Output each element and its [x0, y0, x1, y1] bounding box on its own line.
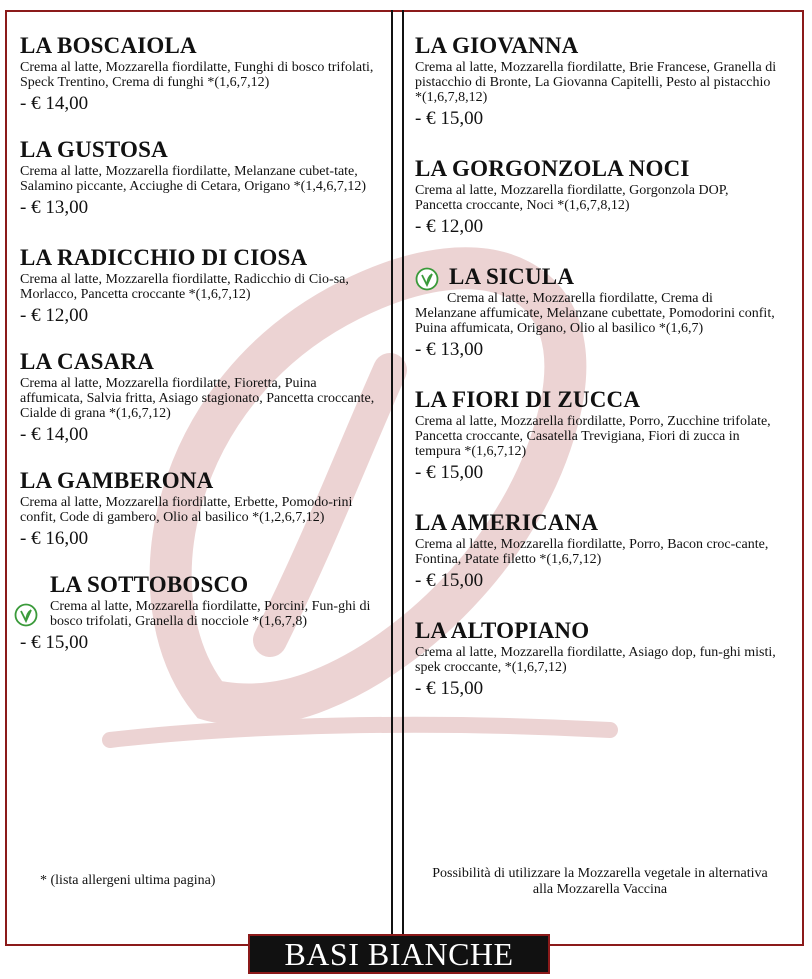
menu-item [20, 350, 380, 447]
pizza-name: LA ALTOPIANO [415, 618, 590, 643]
pizza-name: LA AMERICANA [415, 510, 599, 535]
pizza-ingredients: Crema al latte, Mozzarella fiordilatte, Brie Francese, Granella di pistacchio di Bronte, La Giovanna Capitelli, Pesto al pistacchio *(1,6,7,8,12) [415, 60, 777, 105]
pizza-ingredients: Crema al latte, Mozzarella fiordilatte, Gorgonzola DOP, Pancetta croccante, Noci *(1,6,7,8,12) [415, 183, 729, 213]
menu-item [20, 34, 380, 116]
pizza-price: - € 13,00 [20, 197, 89, 218]
pizza-name: LA CASARA [20, 349, 155, 374]
menu-item [20, 573, 380, 655]
pizza-price: - € 15,00 [20, 632, 89, 653]
pizza-ingredients: Crema al latte, Mozzarella fiordilatte, Crema di Melanzane affumicate, Melanzane cubettate, Pomodorini confit, Puina affumicata, Origano, Olio al basilico *(1,6,7) [415, 291, 775, 336]
allergen-footnote: * (lista allergeni ultima pagina) [40, 873, 216, 888]
pizza-price: - € 15,00 [415, 678, 484, 699]
pizza-ingredients: Crema al latte, Mozzarella fiordilatte, Erbette, Pomodo-rini confit, Code di gambero, Olio al basilico *(1,2,6,7,12) [20, 495, 353, 525]
pizza-price: - € 15,00 [415, 108, 484, 129]
menu-item [415, 388, 777, 485]
pizza-ingredients: Crema al latte, Mozzarella fiordilatte, Radicchio di Cio-sa, Morlacco, Pancetta croccante *(1,6,7,12) [20, 272, 349, 302]
pizza-price: - € 15,00 [415, 570, 484, 591]
menu-item [415, 265, 777, 362]
pizza-name: LA BOSCAIOLA [20, 33, 197, 58]
menu-item [415, 619, 777, 701]
left-column [20, 34, 380, 677]
pizza-ingredients: Crema al latte, Mozzarella fiordilatte, Asiago dop, fun-ghi misti, spek croccante, *(1,6,7,12) [415, 645, 776, 675]
pizza-price: - € 14,00 [20, 424, 89, 445]
menu-item [415, 34, 777, 131]
pizza-price: - € 13,00 [415, 339, 484, 360]
menu-item [415, 511, 777, 593]
column-divider [402, 10, 404, 946]
pizza-price: - € 12,00 [20, 305, 89, 326]
vegan-mozzarella-note: Possibilità di utilizzare la Mozzarella vegetale in alternativa alla Mozzarella Vaccina [432, 866, 768, 897]
pizza-name: LA GORGONZOLA NOCI [415, 156, 690, 181]
menu-item [415, 157, 777, 239]
menu-item [20, 138, 380, 220]
pizza-ingredients: Crema al latte, Mozzarella fiordilatte, Melanzane cubet-tate, Salamino piccante, Acciughe di Cetara, Origano *(1,4,6,7,12) [20, 164, 367, 194]
column-divider [391, 10, 393, 946]
right-column [415, 34, 777, 723]
pizza-name: LA GAMBERONA [20, 468, 214, 493]
pizza-name: LA RADICCHIO DI CIOSA [20, 245, 308, 270]
menu-item [20, 246, 380, 328]
pizza-ingredients: Crema al latte, Mozzarella fiordilatte, Funghi di bosco trifolati, Speck Trentino, Crema di funghi *(1,6,7,12) [20, 60, 374, 90]
pizza-name: LA GUSTOSA [20, 137, 168, 162]
pizza-ingredients: Crema al latte, Mozzarella fiordilatte, Porro, Zucchine trifolate, Pancetta croccante, Casatella Trevigiana, Fiori di zucca in tempura *(1,6,7,12) [415, 414, 771, 459]
section-title: BASI BIANCHE [248, 934, 550, 974]
vegetarian-leaf-icon [14, 603, 38, 627]
pizza-price: - € 14,00 [20, 93, 89, 114]
pizza-ingredients: Crema al latte, Mozzarella fiordilatte, Fioretta, Puina affumicata, Salvia fritta, Asiago stagionato, Pancetta croccante, Cialde di grana *(1,6,7,12) [20, 376, 375, 421]
pizza-name: LA SICULA [449, 264, 575, 289]
pizza-price: - € 15,00 [415, 462, 484, 483]
pizza-name: LA GIOVANNA [415, 33, 579, 58]
menu-item [20, 469, 380, 551]
vegetarian-leaf-icon [415, 267, 439, 291]
pizza-ingredients: Crema al latte, Mozzarella fiordilatte, Porcini, Fun-ghi di bosco trifolati, Granella di nocciole *(1,6,7,8) [50, 599, 371, 629]
pizza-price: - € 12,00 [415, 216, 484, 237]
pizza-ingredients: Crema al latte, Mozzarella fiordilatte, Porro, Bacon croc-cante, Fontina, Patate filetto *(1,6,7,12) [415, 537, 769, 567]
pizza-name: LA SOTTOBOSCO [50, 572, 249, 597]
pizza-price: - € 16,00 [20, 528, 89, 549]
pizza-name: LA FIORI DI ZUCCA [415, 387, 641, 412]
